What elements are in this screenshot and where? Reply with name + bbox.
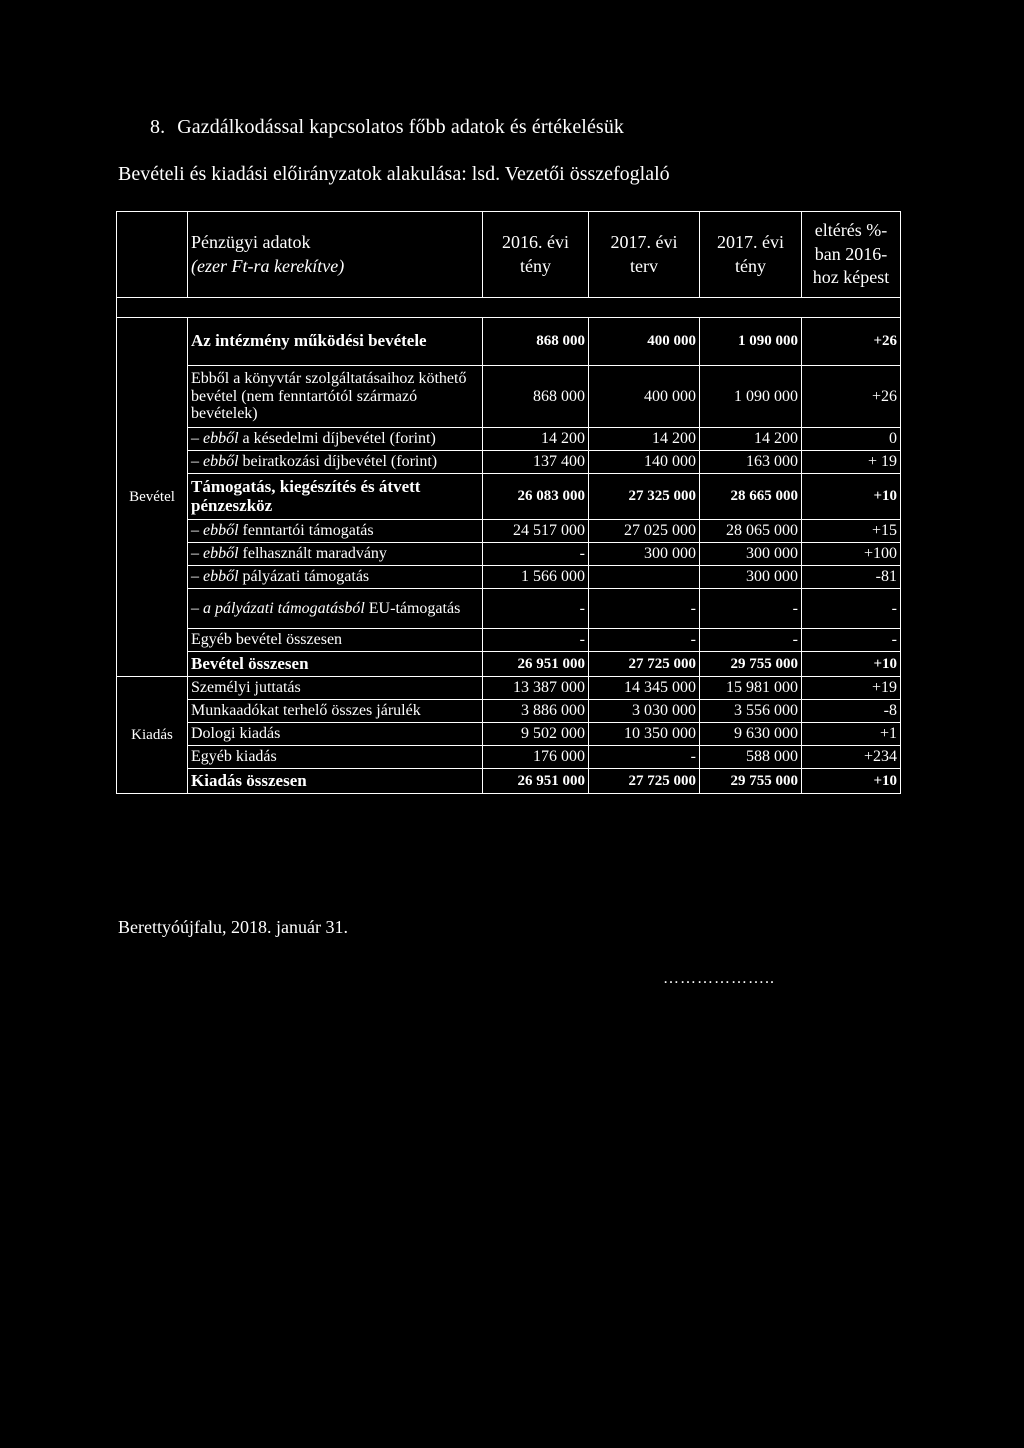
value-cell-col2: 14 200 xyxy=(589,428,700,451)
value-cell-col1: 13 387 000 xyxy=(483,677,589,700)
row-label: Munkaadókat terhelő összes járulék xyxy=(188,700,483,723)
row-label xyxy=(188,543,483,566)
value-cell-col3: 588 000 xyxy=(700,746,802,769)
value-cell-col1: 176 000 xyxy=(483,746,589,769)
row-label-emphasis: ebből xyxy=(203,522,239,540)
spacer-row xyxy=(117,298,901,318)
row-label xyxy=(188,366,483,428)
row-label xyxy=(188,318,483,366)
value-cell-col4: 0 xyxy=(802,428,901,451)
row-label-prefix: – xyxy=(191,453,203,471)
row-label-prefix: – xyxy=(191,545,203,563)
value-cell-col1: 26 951 000 xyxy=(483,769,589,794)
place-date: Berettyóújfalu, 2018. január 31. xyxy=(118,917,348,937)
value-cell-col3: 3 556 000 xyxy=(700,700,802,723)
value-cell-col4: +234 xyxy=(802,746,901,769)
table-row xyxy=(117,589,901,629)
table-row xyxy=(117,652,901,677)
value-cell-col4: +10 xyxy=(802,652,901,677)
value-cell-col3: 28 065 000 xyxy=(700,520,802,543)
value-cell-col1: - xyxy=(483,629,589,652)
value-cell-col3: 29 755 000 xyxy=(700,769,802,794)
header-col-2016-actual xyxy=(483,212,589,298)
section-number: 8. xyxy=(150,116,166,138)
row-label xyxy=(188,474,483,520)
row-label-prefix: – xyxy=(191,522,203,540)
header-corner xyxy=(117,212,188,298)
table-row xyxy=(117,543,901,566)
value-cell-col1: 26 083 000 xyxy=(483,474,589,520)
header-col-2017-actual xyxy=(700,212,802,298)
value-cell-col1: 26 951 000 xyxy=(483,652,589,677)
value-cell-col4: +100 xyxy=(802,543,901,566)
value-cell-col4: -8 xyxy=(802,700,901,723)
value-cell-col4: +1 xyxy=(802,723,901,746)
value-cell-col3: 9 630 000 xyxy=(700,723,802,746)
row-label-emphasis: ebből xyxy=(203,453,239,471)
value-cell-col3: 300 000 xyxy=(700,566,802,589)
value-cell-col2: 27 725 000 xyxy=(589,652,700,677)
header-col2-line2: terv xyxy=(630,255,658,276)
row-label-text: Az intézmény működési bevétele xyxy=(191,331,427,351)
section-label-expense: Kiadás xyxy=(117,677,188,794)
value-cell-col1: 9 502 000 xyxy=(483,723,589,746)
header-col4-line1: eltérés %- xyxy=(814,220,888,241)
row-label xyxy=(188,520,483,543)
value-cell-col4: +26 xyxy=(802,366,901,428)
value-cell-col3: 29 755 000 xyxy=(700,652,802,677)
value-cell-col3: 300 000 xyxy=(700,543,802,566)
row-label-text: pályázati támogatás xyxy=(238,568,370,586)
table-row xyxy=(117,629,901,652)
table-header-row xyxy=(117,212,901,298)
value-cell-col2: 27 725 000 xyxy=(589,769,700,794)
row-label xyxy=(188,428,483,451)
value-cell-col3: 14 200 xyxy=(700,428,802,451)
table-row xyxy=(117,723,901,746)
table-row xyxy=(117,520,901,543)
row-label-prefix: – xyxy=(191,568,203,586)
value-cell-col2: - xyxy=(589,746,700,769)
value-cell-col4: +10 xyxy=(802,474,901,520)
row-label-emphasis: a pályázati támogatásból xyxy=(203,599,365,617)
value-cell-col2: 27 325 000 xyxy=(589,474,700,520)
value-cell-col4: - xyxy=(802,589,901,629)
row-label-text: Bevétel összesen xyxy=(191,653,309,673)
row-label-emphasis: ebből xyxy=(203,568,239,586)
value-cell-col4: +15 xyxy=(802,520,901,543)
value-cell-col2: - xyxy=(589,589,700,629)
subheading: Bevételi és kiadási előirányzatok alakulása: lsd. Vezetői összefoglaló xyxy=(118,163,670,185)
row-label-text: a késedelmi díjbevétel (forint) xyxy=(238,430,436,448)
value-cell-col3: - xyxy=(700,589,802,629)
row-label xyxy=(188,652,483,677)
row-label xyxy=(188,589,483,629)
income-section xyxy=(117,318,901,677)
section-title: Gazdálkodással kapcsolatos főbb adatok és értékelésük xyxy=(177,116,625,138)
value-cell-col1: 868 000 xyxy=(483,318,589,366)
row-label-emphasis: ebből xyxy=(203,430,239,448)
row-label-text: EU-támogatás xyxy=(364,599,461,617)
header-label-line2: (ezer Ft-ra kerekítve) xyxy=(191,255,345,276)
value-cell-col3: 163 000 xyxy=(700,451,802,474)
header-label xyxy=(188,212,483,298)
row-label: Egyéb kiadás xyxy=(188,746,483,769)
value-cell-col1: 24 517 000 xyxy=(483,520,589,543)
value-cell-col2: 400 000 xyxy=(589,366,700,428)
value-cell-col1: 14 200 xyxy=(483,428,589,451)
value-cell-col2: 10 350 000 xyxy=(589,723,700,746)
row-label xyxy=(188,566,483,589)
value-cell-col4: - xyxy=(802,629,901,652)
table-row xyxy=(117,366,901,428)
value-cell-col3: 15 981 000 xyxy=(700,677,802,700)
value-cell-col4: -81 xyxy=(802,566,901,589)
financial-table xyxy=(116,211,901,794)
table-row xyxy=(117,451,901,474)
signature-line: ……………….. xyxy=(663,970,775,987)
row-label: Személyi juttatás xyxy=(188,677,483,700)
row-label-text: felhasznált maradvány xyxy=(238,545,387,563)
value-cell-col2: 14 345 000 xyxy=(589,677,700,700)
value-cell-col3: 1 090 000 xyxy=(700,318,802,366)
table-row xyxy=(117,318,901,366)
row-label-text: fenntartói támogatás xyxy=(238,522,374,540)
value-cell-col1: 3 886 000 xyxy=(483,700,589,723)
value-cell-col1: 868 000 xyxy=(483,366,589,428)
header-col3-line1: 2017. évi xyxy=(717,232,784,253)
row-label: Dologi kiadás xyxy=(188,723,483,746)
row-label-prefix: – xyxy=(191,430,203,448)
section-heading xyxy=(150,116,624,139)
header-col3-line2: tény xyxy=(735,255,766,276)
table-row xyxy=(117,566,901,589)
value-cell-col3: 28 665 000 xyxy=(700,474,802,520)
header-col-deviation xyxy=(802,212,901,298)
row-label-emphasis: ebből xyxy=(203,545,239,563)
row-label-prefix: – xyxy=(191,599,203,617)
value-cell-col2 xyxy=(589,566,700,589)
value-cell-col2: 27 025 000 xyxy=(589,520,700,543)
header-col1-line1: 2016. évi xyxy=(502,232,569,253)
value-cell-col3: - xyxy=(700,629,802,652)
header-col-2017-plan xyxy=(589,212,700,298)
value-cell-col1: - xyxy=(483,589,589,629)
header-col4-line2: ban 2016- xyxy=(814,243,888,264)
value-cell-col2: 140 000 xyxy=(589,451,700,474)
row-label-text: Egyéb bevétel összesen xyxy=(191,631,343,649)
value-cell-col4: + 19 xyxy=(802,451,901,474)
value-cell-col2: 3 030 000 xyxy=(589,700,700,723)
header-label-line1: Pénzügyi adatok xyxy=(191,232,311,253)
header-col1-line2: tény xyxy=(520,255,551,276)
row-label: Kiadás összesen xyxy=(188,769,483,794)
value-cell-col1: 1 566 000 xyxy=(483,566,589,589)
value-cell-col2: 400 000 xyxy=(589,318,700,366)
row-label-text: Támogatás, kiegészítés és átvett pénzeszköz xyxy=(191,476,421,515)
value-cell-col3: 1 090 000 xyxy=(700,366,802,428)
table-row xyxy=(117,700,901,723)
table-row xyxy=(117,769,901,794)
value-cell-col2: 300 000 xyxy=(589,543,700,566)
section-label-income: Bevétel xyxy=(117,318,188,677)
table-row xyxy=(117,428,901,451)
value-cell-col1: - xyxy=(483,543,589,566)
expense-section xyxy=(117,677,901,794)
value-cell-col4: +19 xyxy=(802,677,901,700)
value-cell-col4: +26 xyxy=(802,318,901,366)
value-cell-col1: 137 400 xyxy=(483,451,589,474)
value-cell-col2: - xyxy=(589,629,700,652)
row-label-text: beiratkozási díjbevétel (forint) xyxy=(238,453,438,471)
row-label xyxy=(188,451,483,474)
header-col4-line3: hoz képest xyxy=(812,267,890,288)
row-label xyxy=(188,629,483,652)
table-row xyxy=(117,474,901,520)
row-label-text: Ebből a könyvtár szolgáltatásaihoz köthető bevétel (nem fenntartótól származó bevételek) xyxy=(191,370,467,423)
value-cell-col4: +10 xyxy=(802,769,901,794)
table-row xyxy=(117,677,901,700)
table-row xyxy=(117,746,901,769)
header-col2-line1: 2017. évi xyxy=(610,232,678,253)
